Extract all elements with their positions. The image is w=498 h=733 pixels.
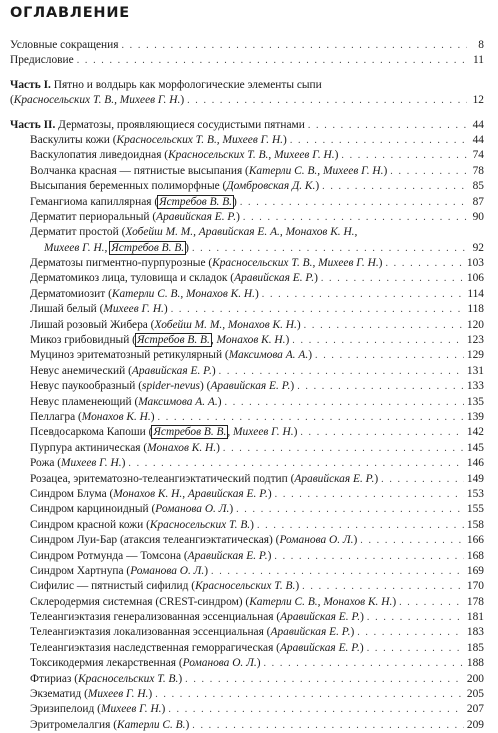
leader-dots: [219, 364, 464, 379]
page-number: 87: [472, 195, 484, 208]
leader-dots: [290, 133, 467, 148]
toc-entry[interactable]: Склеродермия системная (CREST-синдром) (Катерли С. В., Монахов К. Н.) . . . 178: [30, 595, 484, 610]
toc-part-heading[interactable]: [10, 78, 498, 93]
toc-entry[interactable]: Сифилис — пятнистый сифилид (Красносельских Т. В.) . . . 170: [30, 579, 484, 594]
entry-authors: Михеев Г. Н.,: [44, 241, 111, 254]
entry-authors: Романова О. Л.: [155, 503, 230, 516]
toc-entry[interactable]: Лишай розовый Жибера (Хобейш М. М., Монахов К. Н.) . . . 120: [30, 318, 484, 333]
toc-entry[interactable]: Синдром карциноидный (Романова О. Л.) . . . 155: [30, 502, 484, 517]
toc-entry[interactable]: Дерматит периоральный (Аравийская Е. Р.) . . . 90: [30, 210, 484, 225]
toc-part-heading[interactable]: [10, 118, 484, 133]
page-number: 44: [472, 133, 484, 146]
entry-authors: Михеев Г. Н.: [61, 457, 122, 470]
toc-entry[interactable]: Рожа (Михеев Г. Н.) . . . 146: [30, 456, 484, 471]
entry-authors: Романова О. Л.: [182, 657, 257, 670]
leader-dots: [381, 472, 464, 487]
entry-authors-highlighted: Ястребов В. В.: [153, 426, 227, 439]
entry-title: Условные сокращения: [10, 39, 119, 51]
entry-authors: Романова О. Л.: [279, 534, 354, 547]
leader-dots: [385, 256, 463, 271]
leader-dots: [275, 487, 464, 502]
leader-dots: [399, 595, 464, 610]
page-number: 74: [472, 149, 484, 162]
leader-dots: [257, 518, 464, 533]
page-number: 90: [472, 210, 484, 223]
toc-entry[interactable]: Дерматомикоз лица, туловища и складок (Аравийская Е. Р.) . . . 106: [30, 271, 484, 286]
entry-authors: , Михеев Г. Н.: [227, 426, 294, 439]
entry-authors: Монахов К. Н.: [147, 441, 217, 454]
toc-entry-continuation[interactable]: [10, 93, 484, 108]
toc-entry[interactable]: Дерматомиозит (Катерли С. В., Монахов К. Н.) . . . 114: [30, 287, 484, 302]
page-number: 168: [466, 549, 484, 562]
leader-dots: [121, 38, 467, 53]
page-number: 166: [466, 534, 484, 547]
toc-entry[interactable]: Эритромелалгия (Катерли С. В.) . . . 209: [30, 718, 484, 733]
leader-dots: [192, 718, 464, 733]
leader-dots: [300, 425, 464, 440]
toc-entry[interactable]: Дерматозы пигментно-пурпурозные (Красносельских Т. В., Михеев Г. Н.) . . . 103: [30, 256, 484, 271]
entry-authors: Аравийская Е. Р.: [280, 611, 361, 624]
toc-entry[interactable]: Дерматит простой (Хобейш М. М., Аравийская Е. А., Монахов К. Н.,: [30, 226, 358, 239]
leader-dots: [302, 579, 464, 594]
page-number: 207: [466, 703, 484, 716]
toc-entry[interactable]: Лишай белый (Михеев Г. Н.) . . . 118: [30, 302, 484, 317]
leader-dots: [128, 456, 464, 471]
toc-entry[interactable]: Волчанка красная — пятнистые высыпания (Катерли С. В., Михеев Г. Н.) . . . 78: [30, 164, 484, 179]
entry-authors: , Монахов К. Н.: [210, 334, 286, 347]
toc-entry[interactable]: Синдром Блума (Монахов К. Н., Аравийская Е. Р.) . . . 153: [30, 487, 484, 502]
entry-title: Пятно и волдырь как морфологические элементы сыпи: [53, 78, 322, 91]
leader-dots: [225, 395, 464, 410]
leader-dots: [321, 271, 464, 286]
toc-entry[interactable]: Васкулопатия ливедоидная (Красносельских Т. В., Михеев Г. Н.) . . . 74: [30, 148, 484, 163]
toc-entry[interactable]: Муциноз эритематозный ретикулярный (Максимова А. А.) . . . 129: [30, 348, 484, 363]
page-number: 158: [466, 518, 484, 531]
toc-entry[interactable]: Телеангиэктазия генерализованная эссенциальная (Аравийская Е. Р.) . . . 181: [30, 610, 484, 625]
page-number: 185: [466, 641, 484, 654]
page-number: 183: [466, 626, 484, 639]
leader-dots: [192, 241, 467, 256]
leader-dots: [211, 564, 464, 579]
entry-authors: Хобейш М. М., Аравийская Е. А., Монахов К. Н.,: [125, 226, 358, 239]
toc-entry[interactable]: [10, 53, 484, 68]
entry-authors: Красносельских Т. В.: [78, 672, 179, 685]
entry-authors: Михеев Г. Н.: [100, 703, 162, 716]
leader-dots: [360, 533, 464, 548]
entry-authors: Хобейш М. М., Монахов К. Н.: [154, 318, 297, 331]
page-number: 205: [466, 688, 484, 701]
page-number: 44: [472, 118, 484, 131]
leader-dots: [262, 287, 465, 302]
leader-dots: [297, 379, 464, 394]
toc-entry[interactable]: Васкулиты кожи (Красносельских Т. В., Михеев Г. Н.) . . . 44: [30, 133, 484, 148]
leader-dots: [187, 93, 467, 108]
toc-entry[interactable]: Эризипелоид (Михеев Г. Н.) . . . 207: [30, 702, 484, 717]
toc-entry[interactable]: [10, 38, 484, 53]
page-number: 129: [466, 349, 484, 362]
page-number: 153: [466, 487, 484, 500]
entry-authors: Красносельских Т. В.: [195, 580, 296, 593]
toc-entry[interactable]: Фтириаз (Красносельских Т. В.) . . . 200: [30, 672, 484, 687]
entry-authors: Домбровская Д. К.: [226, 180, 316, 193]
toc-entry[interactable]: Псевдосаркома Капоши (Ястребов В. В., Михеев Г. Н.) . . . 142: [30, 425, 484, 440]
table-of-contents: [0, 38, 498, 733]
toc-entry[interactable]: Высыпания беременных полиморфные (Домбровская Д. К.) . . . 85: [30, 179, 484, 194]
part-label: Часть II.: [10, 118, 56, 131]
entry-authors: Красносельских Т. В.: [149, 518, 251, 531]
leader-dots: [158, 410, 464, 425]
page-number: 142: [466, 426, 484, 439]
entry-authors-highlighted: Ястребов В. В.: [111, 241, 185, 254]
leader-dots: [263, 656, 463, 671]
entry-authors: Максимова А. А.: [138, 395, 218, 408]
entry-authors: Аравийская Е. Р.: [279, 641, 360, 654]
page-number: 178: [466, 595, 484, 608]
page-number: 12: [472, 94, 484, 107]
toc-entry[interactable]: Телеангиэктазия наследственная геморрагическая (Аравийская Е. Р.) . . . 185: [30, 641, 484, 656]
page-number: 120: [466, 318, 484, 331]
leader-dots: [341, 148, 467, 163]
part-label: Часть I.: [10, 78, 51, 91]
page-number: 209: [466, 718, 484, 731]
entry-authors: Михеев Г. Н.: [103, 303, 164, 316]
leader-dots: [390, 164, 467, 179]
toc-entry[interactable]: Невус пламенеющий (Максимова А. А.) . . . 135: [30, 395, 484, 410]
page-number: 78: [472, 164, 484, 177]
page-number: 103: [466, 257, 484, 270]
toc-entry[interactable]: Синдром Хартнупа (Романова О. Л.) . . . 169: [30, 564, 484, 579]
toc-entry[interactable]: Розацеа, эритематозно-телеангиэктатический подтип (Аравийская Е. Р.) . . . 149: [30, 472, 484, 487]
page-number: 114: [467, 287, 484, 300]
entry-authors: Аравийская Е. Р.: [234, 272, 315, 285]
toc-entry[interactable]: Синдром красной кожи (Красносельских Т. В.) . . . 158: [30, 518, 484, 533]
leader-dots: [77, 53, 467, 68]
entry-authors: Аравийская Е. Р.: [156, 210, 237, 223]
entry-authors: Максимова А. А.: [228, 349, 309, 362]
entry-authors: Аравийская Е. Р.: [187, 549, 268, 562]
entry-authors: Монахов К. Н., Аравийская Е. Р.: [113, 487, 268, 500]
toc-entry[interactable]: Токсикодермия лекарственная (Романова О. Л.) . . . 188: [30, 656, 484, 671]
toc-entry[interactable]: Микоз грибовидный (Ястребов В. В., Монахов К. Н.) . . . 123: [30, 333, 484, 348]
page-number: 11: [473, 54, 484, 67]
leader-dots: [243, 210, 467, 225]
toc-entry[interactable]: Синдром Луи-Бар (атаксия телеангиэктатическая) (Романова О. Л.) . . . 166: [30, 533, 484, 548]
leader-dots: [308, 118, 467, 133]
toc-entry-continuation[interactable]: Михеев Г. Н., Ястребов В. В.) . . . 92: [30, 241, 484, 256]
entry-authors: Монахов К. Н.: [81, 410, 151, 423]
entry-authors: Катерли С. В.: [117, 718, 186, 731]
entry-authors: Катерли С. В., Монахов К. Н.: [111, 287, 255, 300]
entry-authors: Аравийская Е. Р.: [131, 364, 212, 377]
leader-dots: [240, 195, 467, 210]
page-title: ОГЛАВЛЕНИЕ: [10, 5, 131, 21]
toc-entry[interactable]: Пурпура актиническая (Монахов К. Н.) . . . 145: [30, 441, 484, 456]
leader-dots: [171, 302, 465, 317]
entry-authors: Красносельских Т. В., Михеев Г. Н.: [13, 94, 181, 107]
page-number: 149: [466, 472, 484, 485]
leader-dots: [367, 610, 464, 625]
toc-entry[interactable]: Пеллагра (Монахов К. Н.) . . . 139: [30, 410, 484, 425]
leader-dots: [274, 549, 464, 564]
page-number: 170: [466, 580, 484, 593]
entry-authors: Красносельских Т. В., Михеев Г. Н.: [168, 149, 335, 162]
toc-entry[interactable]: Телеангиэктазия локализованная эссенциальная (Аравийская Е. Р.) . . . 183: [30, 625, 484, 640]
entry-authors: Михеев Г. Н.: [87, 688, 149, 701]
page-number: 131: [466, 364, 484, 377]
page-number: 200: [466, 672, 484, 685]
page-number: 8: [478, 39, 484, 51]
entry-authors: Красносельских Т. В., Михеев Г. Н.: [116, 133, 284, 146]
entry-latin-term: spider-nevus: [142, 380, 200, 393]
page-number: 169: [466, 564, 484, 577]
page-number: 181: [466, 611, 484, 624]
entry-authors: Катерли С. В., Монахов К. Н.: [249, 595, 393, 608]
entry-authors-highlighted: Ястребов В. В.: [136, 334, 210, 347]
page-number: 85: [472, 180, 484, 193]
leader-dots: [168, 702, 464, 717]
entry-title: Дерматозы, проявляющиеся сосудистыми пятнами: [58, 118, 305, 131]
toc-entry[interactable]: Гемангиома капиллярная (Ястребов В. В.) . . . 87: [30, 195, 484, 210]
page-number: 145: [466, 441, 484, 454]
leader-dots: [185, 672, 464, 687]
leader-dots: [322, 179, 467, 194]
entry-authors: Аравийская Е. Р.: [210, 380, 291, 393]
entry-authors: Катерли С. В., Михеев Г. Н.: [248, 164, 384, 177]
leader-dots: [236, 502, 464, 517]
toc-entry[interactable]: Синдром Ротмунда — Томсона (Аравийская Е. Р.) . . . 168: [30, 549, 484, 564]
entry-authors-line: (Красносельских Т. В., Михеев Г. Н.): [10, 94, 185, 107]
page-number: 135: [466, 395, 484, 408]
page-number: 188: [466, 657, 484, 670]
page-number: 123: [466, 334, 484, 347]
page-number: 106: [466, 272, 484, 285]
leader-dots: [315, 348, 464, 363]
entry-authors: Аравийская Е. Р.: [270, 626, 351, 639]
leader-dots: [367, 641, 464, 656]
entry-authors: Аравийская Е. Р.: [294, 472, 375, 485]
entry-authors: Красносельских Т. В., Михеев Г. Н.: [212, 257, 379, 270]
page-number: 139: [466, 410, 484, 423]
toc-entry[interactable]: Экзематид (Михеев Г. Н.) . . . 205: [30, 687, 484, 702]
entry-title: Предисловие: [10, 54, 74, 67]
entry-authors-highlighted: Ястребов В. В.: [159, 195, 233, 208]
leader-dots: [155, 687, 464, 702]
page-number: 155: [466, 503, 484, 516]
leader-dots: [304, 318, 464, 333]
leader-dots: [292, 333, 464, 348]
entry-authors: Романова О. Л.: [130, 564, 205, 577]
toc-entry[interactable]: Невус анемический (Аравийская Е. Р.) . . . 131: [30, 364, 484, 379]
page-number: 92: [472, 241, 484, 254]
leader-dots: [357, 625, 464, 640]
page-number: 146: [466, 457, 484, 470]
page-number: 118: [467, 303, 484, 316]
toc-entry[interactable]: Невус паукообразный (spider-nevus) (Аравийская Е. Р.) . . . 133: [30, 379, 484, 394]
page-number: 133: [466, 380, 484, 393]
leader-dots: [223, 441, 464, 456]
